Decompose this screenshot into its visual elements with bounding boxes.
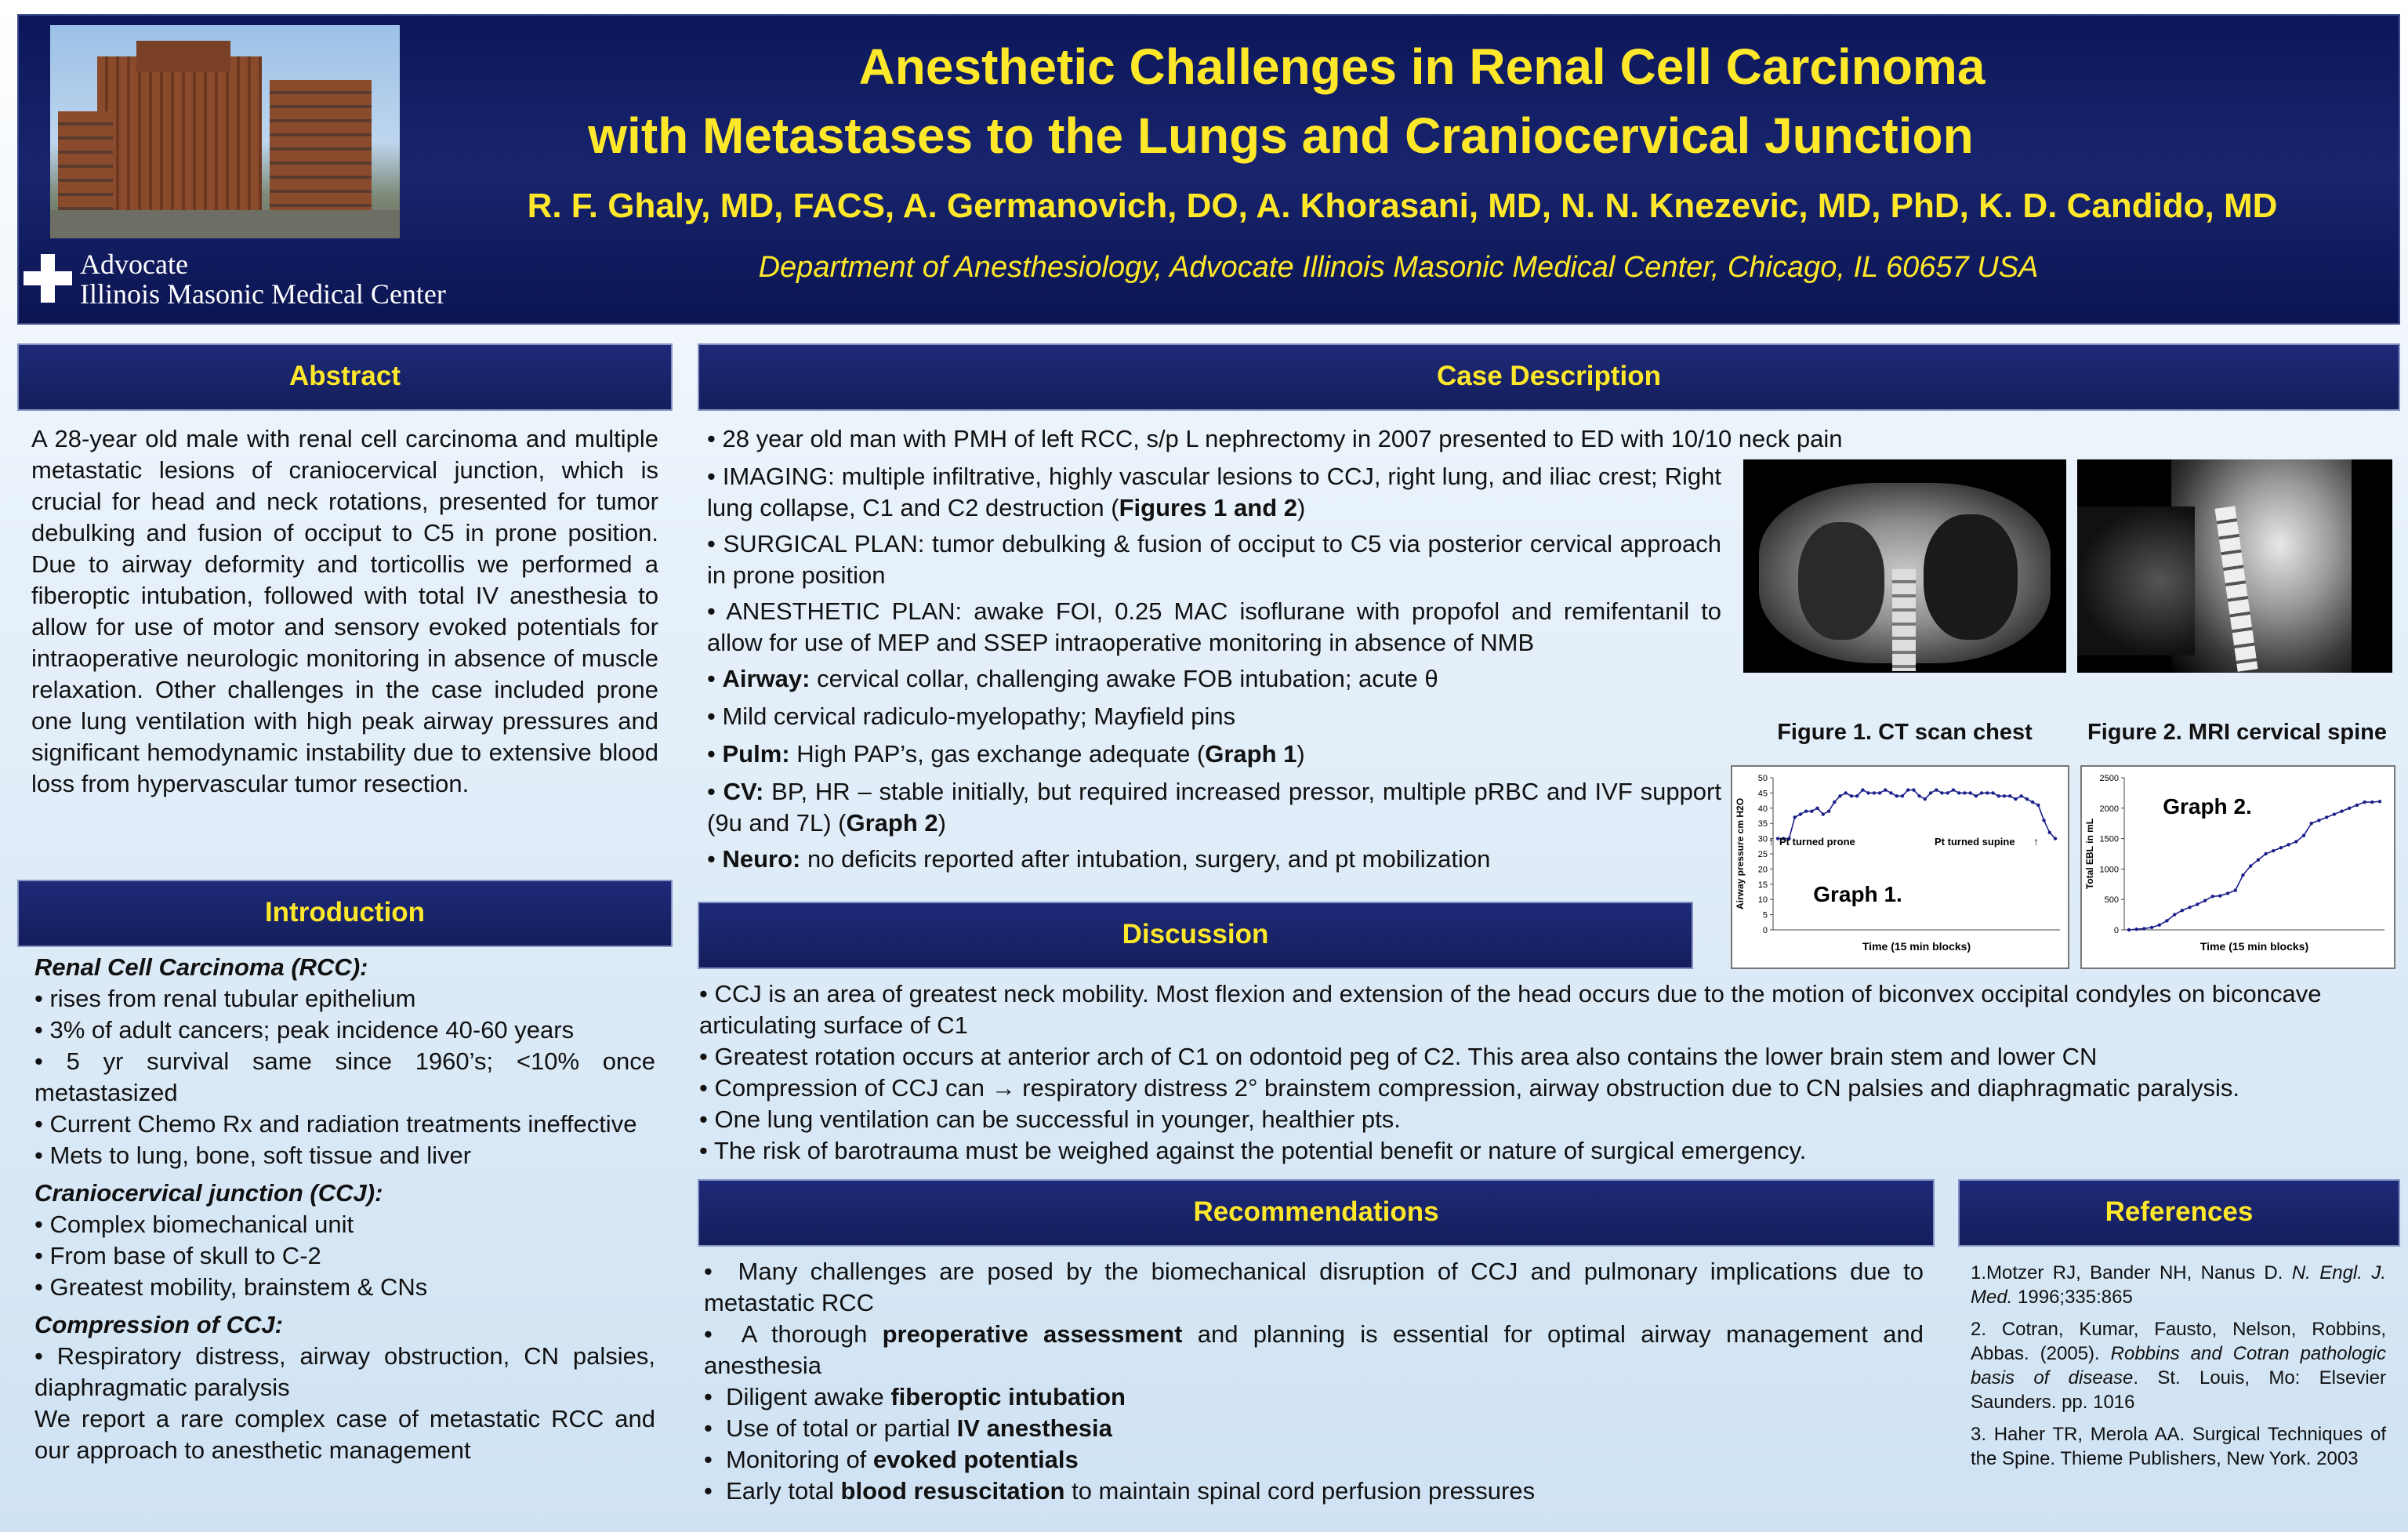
list-item: • Complex biomechanical unit [34, 1211, 354, 1238]
data-point [2031, 800, 2034, 804]
data-point [1917, 794, 1920, 797]
list-item: • From base of skull to C-2 [34, 1242, 321, 1269]
discussion-heading: Discussion [698, 902, 1693, 969]
data-point [2287, 843, 2290, 846]
recommendations-body [704, 1256, 1924, 1507]
y-tick-label: 0 [2113, 926, 2119, 935]
data-point [1924, 797, 1927, 800]
data-point [1940, 791, 1943, 794]
y-tick-label: 45 [1757, 789, 1768, 799]
case-bullet-pulm: • Pulm: High PAP’s, gas exchange adequate (Graph 1) [707, 740, 1305, 768]
x-axis-label: Time (15 min blocks) [1862, 940, 1971, 953]
data-point [2048, 831, 2051, 834]
data-point [2355, 804, 2359, 807]
list-item: • Use of total or partial IV anesthesia [704, 1414, 1112, 1442]
y-tick-label: 20 [1757, 865, 1768, 875]
data-point [1895, 794, 1898, 797]
list-item: • 5 yr survival same since 1960’s; <10% once metastasized [34, 1047, 655, 1106]
case-bullet-cv: • CV: BP, HR – stable initially, but required increased pressor, multiple pRBC and IVF support (9u and 7L) (Graph 2) [707, 778, 1721, 837]
mri-image [2077, 459, 2392, 673]
data-point [2181, 909, 2184, 912]
data-point [2249, 864, 2252, 867]
y-tick-label: 15 [1757, 880, 1768, 890]
data-point [1815, 807, 1819, 810]
graph2 [2080, 765, 2395, 969]
list-item: • Greatest mobility, brainstem & CNs [34, 1273, 428, 1301]
data-point [1991, 791, 1994, 794]
data-point [1884, 788, 1887, 791]
annotation-prone: Pt turned prone [1779, 836, 1855, 848]
case-heading: Case Description [698, 343, 2400, 411]
logo-line1: Advocate [80, 249, 188, 280]
y-tick-label: 1500 [2099, 834, 2119, 844]
data-point [2173, 913, 2176, 916]
data-point [2203, 899, 2207, 902]
y-tick-label: 25 [1757, 850, 1768, 859]
graph1-svg [1732, 767, 2068, 967]
ct-scan-image [1743, 459, 2066, 673]
data-point [2370, 800, 2374, 804]
data-point [2294, 840, 2297, 843]
data-point [2302, 834, 2305, 837]
annotation-supine: Pt turned supine [1935, 836, 2015, 848]
list-item: • The risk of barotrauma must be weighed against the potential benefit or nature of surgical emergency. [699, 1137, 1807, 1164]
y-tick-label: 2000 [2099, 804, 2119, 814]
data-point [1866, 791, 1869, 794]
data-point [2188, 906, 2191, 909]
data-point [1980, 791, 1983, 794]
list-item: • Monitoring of evoked potentials [704, 1446, 1079, 1473]
title-line2: with Metastases to the Lungs and Craniocervical Junction [588, 107, 1974, 164]
data-point [2127, 928, 2131, 931]
data-point [2196, 902, 2199, 906]
y-tick-label: 500 [2104, 895, 2119, 906]
case-bullet-1: • 28 year old man with PMH of left RCC, s/p L nephrectomy in 2007 presented to ED with 10/10 neck pain [707, 425, 1843, 452]
data-point [2272, 849, 2275, 852]
ccj-list [34, 1209, 655, 1303]
reference-1: 1.Motzer RJ, Bander NH, Nanus D. N. Engl. J. Med. 1996;335:865 [1971, 1262, 2386, 1308]
introduction-body [34, 952, 655, 1466]
list-item: • A thorough preoperative assessment and planning is essential for optimal airway management and anesthesia [704, 1320, 1924, 1379]
list-item: • Current Chemo Rx and radiation treatments ineffective [34, 1110, 637, 1138]
data-point [1889, 791, 1892, 794]
data-point [1822, 812, 1825, 815]
y-tick-label: 50 [1757, 774, 1768, 783]
data-point [2003, 794, 2006, 797]
data-point [2014, 797, 2017, 800]
data-point [1963, 791, 1966, 794]
series-line [2129, 801, 2380, 930]
data-point [1997, 794, 2000, 797]
data-point [1844, 791, 1847, 794]
data-point [1855, 794, 1859, 797]
data-point [2036, 804, 2040, 807]
case-bullets [707, 461, 1721, 875]
intro-closing: We report a rare complex case of metastatic RCC and our approach to anesthetic management [34, 1405, 655, 1464]
data-point [2333, 812, 2336, 815]
rcc-list [34, 983, 655, 1171]
figure1-caption: Figure 1. CT scan chest [1777, 720, 2033, 745]
data-point [1833, 800, 1836, 804]
data-point [2241, 873, 2244, 877]
data-point [2025, 797, 2029, 800]
list-item: • Many challenges are posed by the biomechanical disruption of CCJ and pulmonary implications due to metastatic RCC [704, 1258, 1924, 1316]
y-tick-label: 0 [1762, 926, 1768, 935]
data-point [1901, 794, 1904, 797]
data-point [1906, 788, 1909, 791]
case-bullet-myelopathy: • Mild cervical radiculo-myelopathy; Mayfield pins [707, 702, 1236, 730]
case-bullet-airway: • Airway: cervical collar, challenging awake FOB intubation; acute θ [707, 665, 1438, 692]
list-item: • 3% of adult cancers; peak incidence 40-60 years [34, 1016, 575, 1044]
chart-title: Graph 2. [2163, 794, 2252, 819]
data-point [2054, 837, 2057, 840]
abstract-heading: Abstract [17, 343, 673, 411]
title-line1: Anesthetic Challenges in Renal Cell Carcinoma [858, 38, 1986, 95]
list-item: • Diligent awake fiberoptic intubation [704, 1383, 1126, 1410]
data-point [2142, 927, 2145, 930]
reference-2: 2. Cotran, Kumar, Fausto, Nelson, Robbins, Abbas. (2005). Robbins and Cotran pathologic basis of disease. St. Louis, Mo: Elsevier Saunders. pp. 1016 [1971, 1319, 2386, 1413]
list-item: • CCJ is an area of greatest neck mobility. Most flexion and extension of the head occurs due to the motion of biconvex occipital condyles on biconcave articulating surface of C1 [699, 980, 2322, 1039]
data-point [1873, 791, 1876, 794]
data-point [2340, 809, 2343, 812]
data-point [2325, 815, 2328, 819]
y-tick-label: 2500 [2099, 774, 2119, 783]
y-tick-label: 1000 [2099, 865, 2119, 875]
chart-title: Graph 1. [1813, 882, 1902, 906]
case-bullet-neuro: • Neuro: no deficits reported after intubation, surgery, and pt mobilization [707, 845, 1491, 873]
list-item: • Mets to lung, bone, soft tissue and liver [34, 1142, 472, 1169]
data-point [2317, 819, 2320, 822]
graph1 [1731, 765, 2069, 969]
case-bullet-surgical: • SURGICAL PLAN: tumor debulking & fusion of occiput to C5 via posterior cervical approach in prone position [707, 530, 1721, 589]
data-point [1838, 794, 1841, 797]
data-point [2008, 794, 2011, 797]
graph2-svg [2082, 767, 2394, 967]
data-point [1929, 791, 1932, 794]
references-body [1971, 1261, 2386, 1471]
data-point [1827, 809, 1830, 812]
data-point [2310, 822, 2313, 825]
poster-header [17, 14, 2400, 325]
data-point [1957, 791, 1960, 794]
data-point [2378, 800, 2381, 803]
data-point [1793, 815, 1796, 819]
data-point [1975, 794, 1978, 797]
data-point [1799, 812, 1802, 815]
y-axis-label: Airway pressure cm H2O [1735, 797, 1746, 910]
logo-line2: Illinois Masonic Medical Center [80, 278, 446, 310]
ccj-title: Craniocervical junction (CCJ): [34, 1179, 383, 1207]
list-item: • Compression of CCJ can → respiratory distress 2° brainstem compression, airway obstruction due to CN palsies and diaphragmatic paralysis. [699, 1074, 2240, 1102]
data-point [1804, 809, 1808, 812]
data-point [2257, 859, 2260, 862]
abstract-text: A 28-year old male with renal cell carcinoma and multiple metastatic lesions of craniocervical junction, which is crucial for head and neck rotations, presented for tumor debulking and fusion of occiput to C5 in prone position. Due to airway deformity and torticollis we performed a fiberoptic intubation, followed with total IV anesthesia to allow for use of motor and sensory evoked potentials for intraoperative neurologic monitoring in absence of muscle relaxation. Other challenges in the case included prone one lung ventilation with high peak airway pressures and significant hemodynamic instability due to extensive blood loss from hypervascular tumor resection. [31, 425, 658, 797]
department: Department of Anesthesiology, Advocate Illinois Masonic Medical Center, Chicago, IL 60657 USA [758, 251, 2039, 284]
data-point [2234, 888, 2237, 891]
y-tick-label: 30 [1757, 834, 1768, 844]
data-point [1968, 791, 1971, 794]
list-item: • Early total blood resuscitation to maintain spinal cord perfusion pressures [704, 1477, 1536, 1505]
advocate-logo [24, 245, 510, 320]
data-point [1935, 788, 1938, 791]
data-point [1952, 788, 1955, 791]
y-tick-label: 5 [1762, 910, 1768, 920]
data-point [2134, 928, 2138, 931]
arrow-icon: ↑ [2033, 835, 2039, 848]
data-point [1810, 809, 1813, 812]
series-line [1778, 790, 2055, 839]
list-item: • Greatest rotation occurs at anterior arch of C1 on odontoid peg of C2. This area also contains the lower brain stem and lower CN [699, 1043, 2098, 1070]
data-point [2226, 891, 2229, 895]
data-point [1878, 791, 1881, 794]
case-bullet-imaging: • IMAGING: multiple infiltrative, highly vascular lesions to CCJ, right lung, and iliac crest; Right lung collapse, C1 and C2 destruction (Figures 1 and 2) [707, 463, 1721, 521]
data-point [2158, 924, 2161, 927]
data-point [2165, 919, 2168, 922]
references-heading: References [1958, 1179, 2400, 1247]
y-tick-label: 40 [1757, 804, 1768, 814]
y-tick-label: 35 [1757, 819, 1768, 830]
case-bullet-anesthetic: • ANESTHETIC PLAN: awake FOI, 0.25 MAC isoflurane with propofol and remifentanil to allow for use of MEP and SSEP intraoperative monitoring in absence of NMB [707, 597, 1721, 656]
recommendations-heading: Recommendations [698, 1179, 1935, 1247]
data-point [2363, 800, 2366, 804]
list-item: • Respiratory distress, airway obstruction, CN palsies, diaphragmatic paralysis [34, 1342, 655, 1401]
list-item: • One lung ventilation can be successful in younger, healthier pts. [699, 1105, 1401, 1133]
arrow-icon: ↑ [1768, 835, 1774, 848]
data-point [1986, 791, 1989, 794]
compression-title: Compression of CCJ: [34, 1311, 283, 1338]
introduction-heading: Introduction [17, 880, 673, 947]
data-point [2218, 894, 2221, 897]
authors: R. F. Ghaly, MD, FACS, A. Germanovich, DO, A. Khorasani, MD, N. N. Knezevic, MD, PhD, K. D. Candido, MD [527, 187, 2278, 225]
data-point [2150, 926, 2153, 929]
data-point [2348, 807, 2351, 810]
data-point [2264, 852, 2267, 855]
data-point [1912, 788, 1915, 791]
reference-3: 3. Haher TR, Merola AA. Surgical Techniques of the Spine. Thieme Publishers, New York. 2003 [1971, 1424, 2386, 1469]
data-point [1946, 791, 1949, 794]
y-tick-label: 10 [1757, 895, 1768, 906]
discussion-body [699, 978, 2392, 1167]
x-axis-label: Time (15 min blocks) [2199, 940, 2309, 953]
list-item: • rises from renal tubular epithelium [34, 985, 416, 1012]
rcc-title: Renal Cell Carcinoma (RCC): [34, 953, 368, 981]
data-point [2019, 794, 2022, 797]
data-point [2279, 846, 2283, 849]
figure2-caption: Figure 2. MRI cervical spine [2087, 720, 2387, 745]
y-axis-label: Total EBL in mL [2084, 818, 2095, 890]
data-point [1861, 788, 1864, 791]
data-point [2210, 895, 2214, 898]
cross-icon [24, 254, 72, 303]
data-point [1850, 794, 1853, 797]
data-point [2042, 819, 2045, 822]
